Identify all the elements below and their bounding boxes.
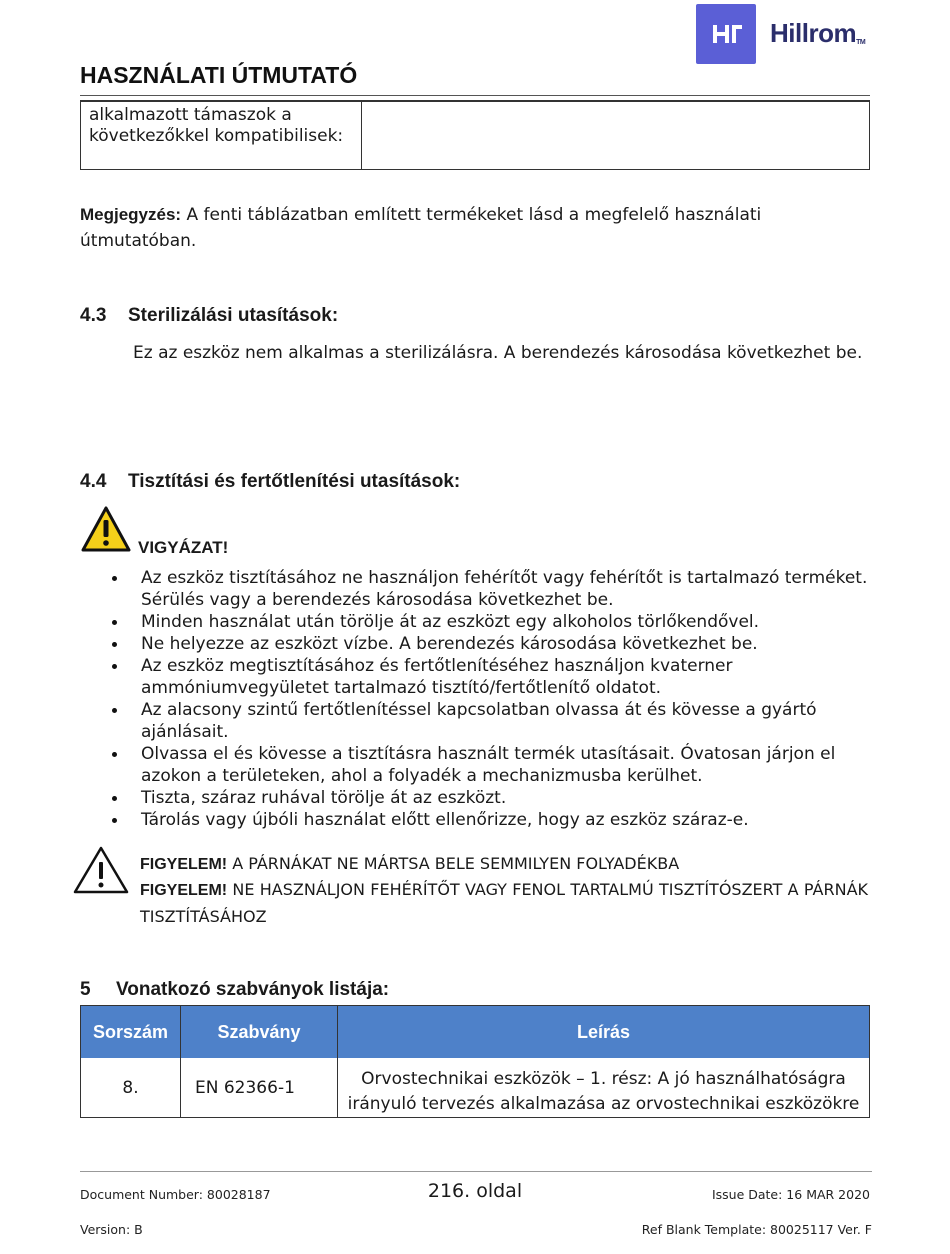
cleaning-instructions-list — [108, 567, 868, 831]
list-item: Olvassa el és kövesse a tisztításra használt termék utasításait. Óvatosan járjon el azokon a területeken, ahol a folyadék a mechanizmusba kerülhet. — [108, 743, 868, 787]
table-row — [81, 1058, 869, 1117]
section-title: Sterilizálási utasítások: — [128, 305, 339, 326]
title-divider — [80, 95, 870, 96]
page-number: 216. oldal — [427, 1180, 523, 1202]
template-reference: Ref Blank Template: 80025117 Ver. F — [641, 1222, 872, 1237]
document-title: HASZNÁLATI ÚTMUTATÓ — [80, 62, 358, 88]
warning-label: FIGYELEM! — [140, 856, 228, 873]
note-label: Megjegyzés: — [80, 205, 182, 224]
warning-label: FIGYELEM! — [140, 882, 228, 899]
list-item: Tárolás vagy újbóli használat előtt ellenőrizze, hogy az eszköz száraz-e. — [108, 809, 868, 831]
section-number: 4.4 — [80, 471, 107, 492]
warning-triangle-icon — [72, 845, 130, 895]
hillrom-logo-mark — [696, 4, 756, 64]
caution-label: VIGYÁZAT! — [138, 538, 229, 557]
section-number: 4.3 — [80, 305, 107, 326]
section-4-4-heading — [80, 471, 460, 493]
section-number: 5 — [80, 979, 91, 1000]
list-item: Az eszköz tisztításához ne használjon fehérítőt vagy fehérítőt is tartalmazó terméket. Sérülés vagy a berendezés károsodása következhet be. — [108, 567, 868, 611]
warning-text: A PÁRNÁKAT NE MÁRTSA BELE SEMMILYEN FOLYADÉKBA — [227, 854, 680, 873]
column-header-sorszam: Sorszám — [81, 1006, 181, 1058]
section-4-3-heading — [80, 305, 338, 327]
hillrom-mark-icon — [696, 4, 756, 64]
warning-line — [140, 877, 868, 930]
document-number: Document Number: 80028187 — [80, 1187, 271, 1202]
caution-triangle-yellow-icon — [80, 505, 132, 553]
issue-date: Issue Date: 16 MAR 2020 — [711, 1187, 870, 1202]
footer-divider — [80, 1171, 872, 1172]
table-cell-standard: EN 62366-1 — [181, 1058, 338, 1117]
list-item: Minden használat után törölje át az eszközt egy alkoholos törlőkendővel. — [108, 611, 868, 633]
list-item: Tiszta, száraz ruhával törölje át az eszközt. — [108, 787, 868, 809]
section-title: Tisztítási és fertőtlenítési utasítások: — [128, 471, 461, 492]
compatibility-label-cell: alkalmazott támaszok a következőkkel kompatibilisek: — [81, 102, 362, 169]
list-item: Ne helyezze az eszközt vízbe. A berendezés károsodása következhet be. — [108, 633, 868, 655]
note-paragraph — [80, 202, 840, 254]
table-header-row — [81, 1006, 869, 1058]
standards-table — [80, 1005, 870, 1118]
note-text: A fenti táblázatban említett termékeket lásd a megfelelő használati útmutatóban. — [80, 205, 762, 251]
sterilization-text: Ez az eszköz nem alkalmas a sterilizálásra. A berendezés károsodása következhet be. — [133, 343, 863, 363]
table-cell-description: Orvostechnikai eszközök – 1. rész: A jó használhatóságra irányuló tervezés alkalmazása az orvostechnikai eszközökre — [347, 1069, 860, 1114]
list-item: Az eszköz megtisztításához és fertőtlenítéséhez használjon kvaterner ammóniumvegyületet tartalmazó tisztító/fertőtlenítő oldatot. — [108, 655, 868, 699]
warning-text: NE HASZNÁLJON FEHÉRÍTŐT VAGY FENOL TARTALMÚ TISZTÍTÓSZERT A PÁRNÁK TISZTÍTÁSÁHOZ — [140, 880, 868, 926]
column-header-szabvany: Szabvány — [181, 1006, 338, 1058]
table-cell-number: 8. — [81, 1058, 181, 1117]
section-title: Vonatkozó szabványok listája: — [116, 979, 390, 1000]
compatibility-table — [80, 100, 870, 170]
column-header-leiras: Leírás — [576, 1021, 631, 1042]
version: Version: B — [80, 1222, 143, 1237]
hillrom-logo-text: Hillrom™ — [770, 18, 866, 48]
section-5-heading — [80, 979, 389, 1001]
warning-line — [140, 851, 868, 878]
list-item: Az alacsony szintű fertőtlenítéssel kapcsolatban olvassa át és kövesse a gyártó ajánlásait. — [108, 699, 868, 743]
